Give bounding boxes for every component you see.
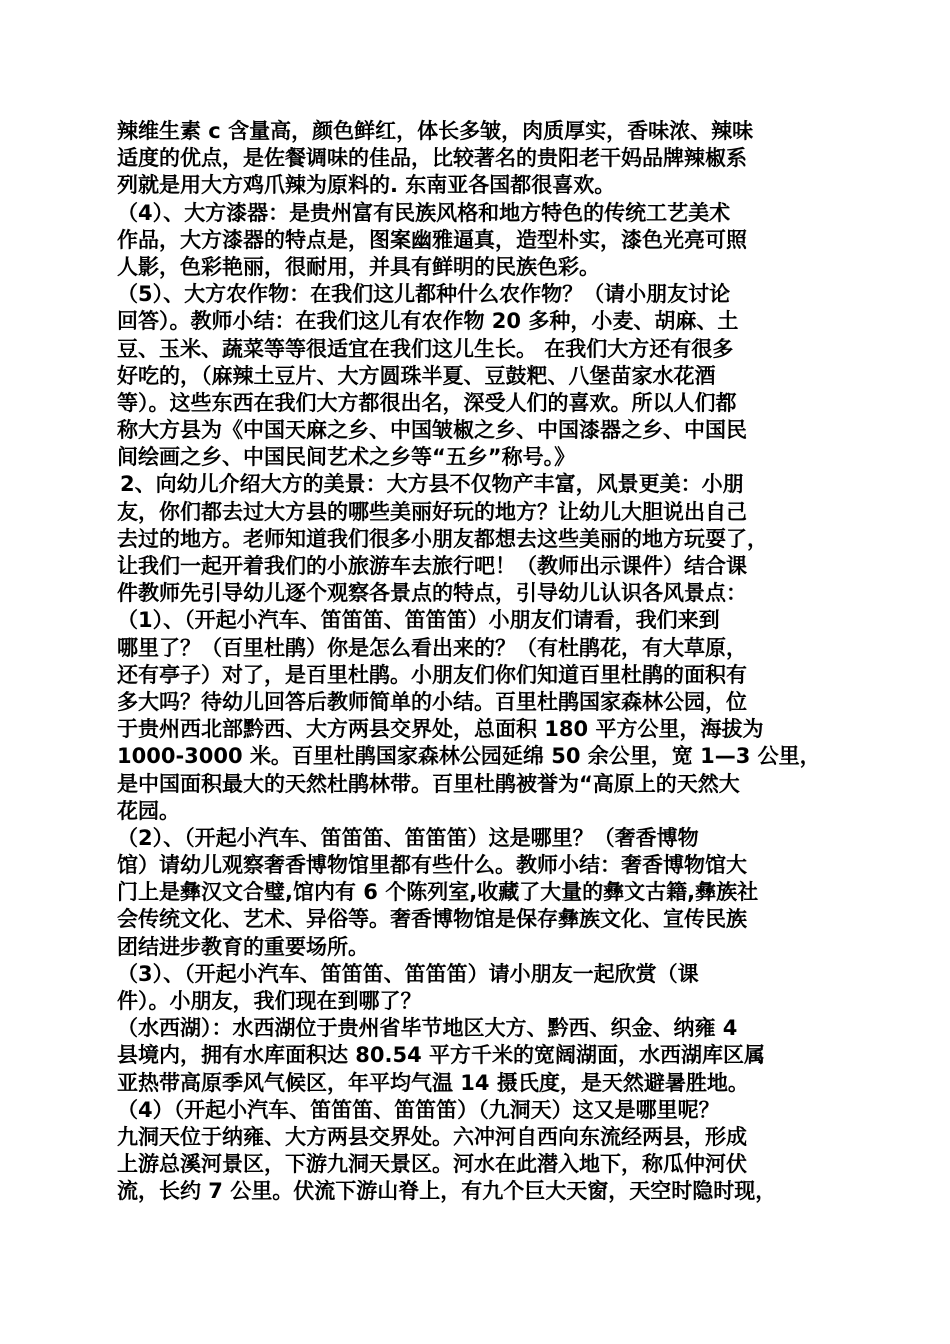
text-line: 等）。这些东西在我们大方都很出名，深受人们的喜欢。所以人们都 [117,390,737,415]
text-line: 称大方县为《中国天麻之乡、中国皱椒之乡、中国漆器之乡、中国民 [117,418,747,443]
text-line: （1）、（开起小汽车、笛笛笛、笛笛笛）小朋友们请看，我们来到 [117,608,720,633]
text-line: 好吃的，（麻辣土豆片、大方圆珠半夏、豆鼓粑、八堡苗家水花酒 [117,363,716,388]
text-line: 回答）。教师小结：在我们这儿有农作物 20 多种，小麦、胡麻、土 [117,309,739,334]
text-line: 于贵州西北部黔西、大方两县交界处，总面积 180 平方公里，海拔为 [117,717,764,742]
text-line: 豆、玉米、蔬菜等等很适宜在我们这儿生长。 在我们大方还有很多 [117,336,734,361]
text-line: 上游总溪河景区，下游九洞天景区。河水在此潜入地下，称瓜仲河伏 [117,1152,747,1177]
text-line: （5）、大方农作物：在我们这儿都种什么农作物？（请小朋友讨论 [117,282,731,307]
text-line: 县境内，拥有水库面积达 80.54 平方千米的宽阔湖面，水西湖库区属 [117,1043,766,1068]
text-line: （水西湖）：水西湖位于贵州省毕节地区大方、黔西、织金、纳雍 4 [117,1016,738,1041]
text-line: （4）（开起小汽车、笛笛笛、笛笛笛）（九洞天）这又是哪里呢？ [117,1097,720,1122]
text-line: 亚热带高原季风气候区，年平均气温 14 摄氏度，是天然避暑胜地。 [117,1070,749,1095]
text-line: 1000-3000 米。百里杜鹃国家森林公园延绵 50 余公里，宽 1—3 公里， [117,744,821,769]
text-line: 哪里了？（百里杜鹃）你是怎么看出来的？（有杜鹃花，有大草原， [117,635,747,660]
text-line: （4）、大方漆器：是贵州富有民族风格和地方特色的传统工艺美术 [117,200,731,225]
text-line: 让我们一起开着我们的小旅游车去旅行吧！（教师出示课件）结合课 [117,554,747,578]
text-line: 友，你们都去过大方县的哪些美丽好玩的地方？让幼儿大胆说出自己 [117,499,747,524]
text-line: （3）、（开起小汽车、笛笛笛、笛笛笛）请小朋友一起欣赏（课 [117,961,699,986]
text-line: 九洞天位于纳雍、大方两县交界处。六冲河自西向东流经两县，形成 [117,1124,747,1149]
text-line: 2、向幼儿介绍大方的美景：大方县不仅物产丰富，风景更美：小朋 [120,472,744,497]
text-line: 间绘画之乡、中国民间艺术之乡等“五乡”称号。》 [117,445,576,470]
text-line: 馆）请幼儿观察奢香博物馆里都有些什么。教师小结：奢香博物馆大 [117,853,747,878]
text-line: 团结进步教育的重要场所。 [117,934,369,959]
text-line: 列就是用大方鸡爪辣为原料的. 东南亚各国都很喜欢。 [117,173,616,198]
text-line: 会传统文化、艺术、异俗等。奢香博物馆是保存彝族文化、宣传民族 [117,907,747,932]
text-line: 适度的优点，是佐餐调味的佳品，比较著名的贵阳老干妈品牌辣椒系 [117,146,747,171]
text-line: 流，长约 7 公里。伏流下游山脊上，有九个巨大天窗，天空时隐时现， [117,1179,777,1204]
text-line: 去过的地方。老师知道我们很多小朋友都想去这些美丽的地方玩耍了， [117,526,768,551]
text-line: 花园。 [117,798,180,823]
text-line: 件）。小朋友，我们现在到哪了？ [117,989,422,1013]
text-line: 多大吗？待幼儿回答后教师简单的小结。百里杜鹃国家森林公园，位 [117,689,747,714]
text-line: 件教师先引导幼儿逐个观察各景点的特点，引导幼儿认识各风景点： [117,581,747,606]
text-line: 辣维生素 c 含量高，颜色鲜红，体长多皱，肉质厚实，香味浓、辣味 [117,119,754,143]
text-line: 门上是彝汉文合璧,馆内有 6 个陈列室,收藏了大量的彝文古籍,彝族社 [117,880,759,905]
text-line: 是中国面积最大的天然杜鹃林带。百里杜鹃被誉为“高原上的天然大 [117,771,740,796]
text-line: （2）、（开起小汽车、笛笛笛、笛笛笛）这是哪里？（奢香博物 [117,825,699,850]
text-line: 作品，大方漆器的特点是，图案幽雅逼真，造型朴实，漆色光亮可照 [117,227,747,252]
text-line: 人影，色彩艳丽，很耐用，并具有鲜明的民族色彩。 [117,254,600,279]
document-body [117,118,845,1206]
text-line: 还有亭子）对了，是百里杜鹃。小朋友们你们知道百里杜鹃的面积有 [117,662,747,687]
